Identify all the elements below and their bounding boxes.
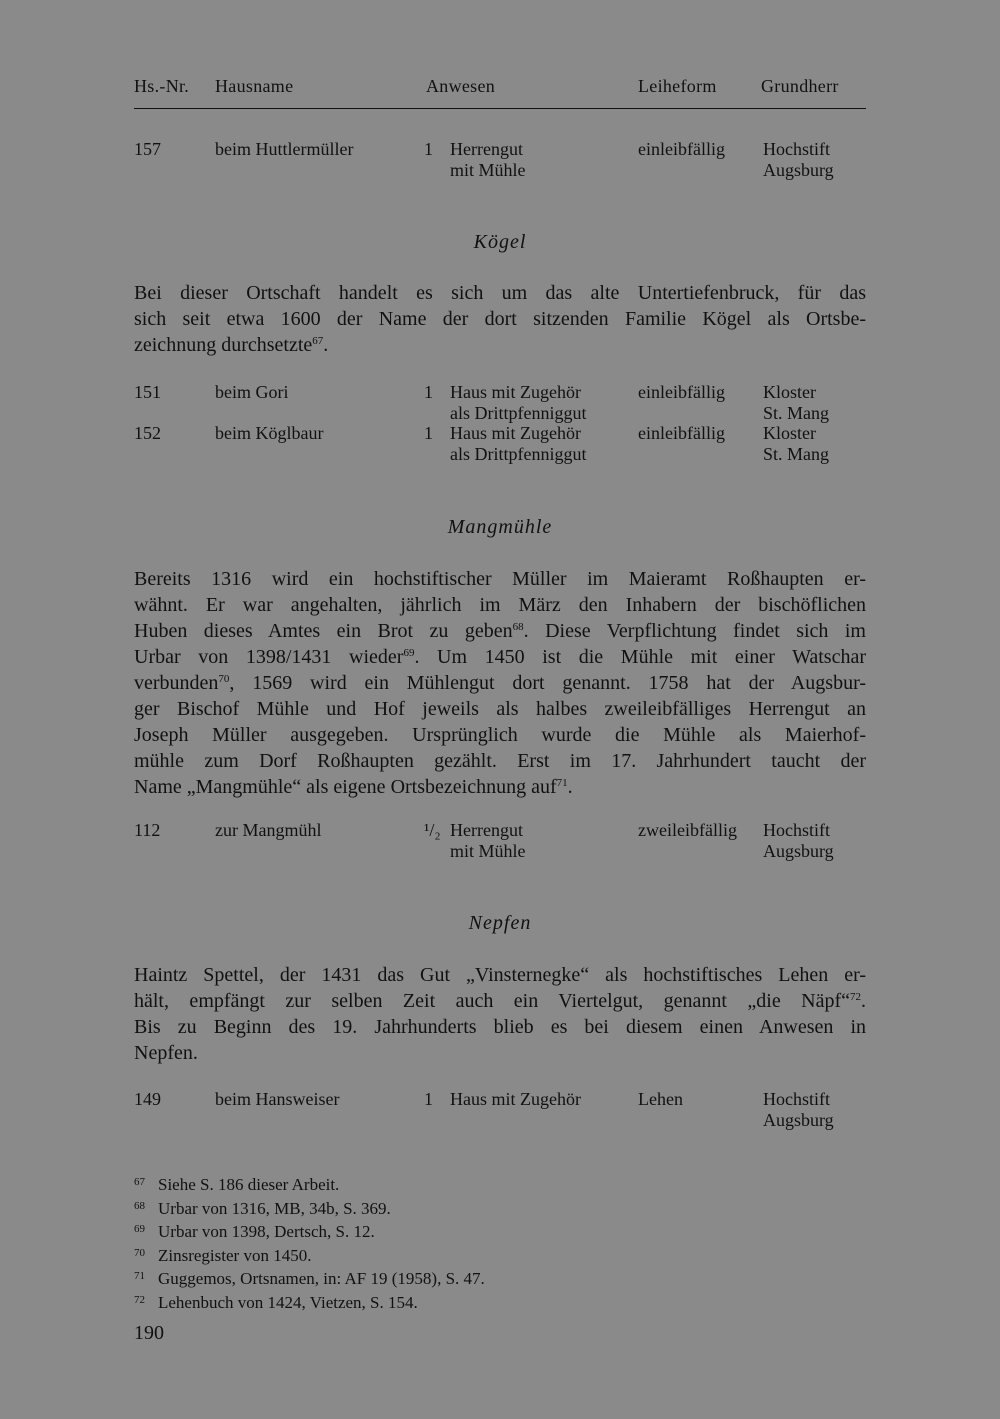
footnote-ref: 68: [512, 621, 524, 633]
entry-grundherr: [763, 423, 829, 465]
entry-qty: 1: [424, 1089, 433, 1109]
paragraph-text: .: [567, 776, 573, 798]
entry-qty: 1: [424, 382, 433, 402]
header-grundherr: Grundherr: [761, 76, 839, 96]
footnote-ref: 67: [312, 335, 324, 347]
entry-anwesen-line: als Drittpfenniggut: [450, 403, 587, 423]
footnote: [134, 1219, 866, 1243]
entry-anwesen: [450, 820, 526, 862]
entry-anwesen: [450, 423, 586, 465]
entry-grundherr: [763, 139, 834, 181]
header-rule: [134, 108, 866, 109]
entry-leiheform: einleibfällig: [638, 382, 725, 402]
entry-nr: 112: [134, 820, 161, 840]
entry-grundherr-line: Hochstift: [763, 820, 830, 840]
entry-grundherr: [763, 382, 829, 424]
entry-grundherr-line: Augsburg: [763, 841, 834, 861]
entry-hausname: zur Mangmühl: [215, 820, 322, 840]
paragraph-text: . Um 1450 ist die Mühle mit einer Watschar: [414, 646, 866, 668]
paragraph-line: Bei dieser Ortschaft handelt es sich um das alte Untertiefenbruck, für das: [134, 282, 866, 304]
footnote-number: 72: [134, 1293, 145, 1306]
header-leiheform: Leiheform: [638, 76, 717, 96]
paragraph-text: Huben dieses Amtes ein Brot zu geben: [134, 620, 513, 642]
entry-hausname: beim Gori: [215, 382, 289, 402]
paragraph-text: verbunden: [134, 672, 219, 694]
footnotes: [134, 1172, 866, 1313]
entry-qty: 1: [424, 423, 433, 443]
header-hausname: Hausname: [215, 76, 294, 96]
entry-grundherr-line: Hochstift: [763, 1089, 830, 1109]
table-header: [0, 76, 1000, 102]
section-title-nepfen: Nepfen: [468, 912, 532, 934]
footnote-text: Zinsregister von 1450.: [158, 1245, 312, 1265]
header-anwesen: Anwesen: [426, 76, 496, 96]
entry-anwesen-line: Haus mit Zugehör: [450, 423, 581, 443]
footnote-text: Guggemos, Ortsnamen, in: AF 19 (1958), S. 47.: [158, 1269, 485, 1288]
page-number: 190: [134, 1322, 164, 1344]
footnote-text: Urbar von 1316, MB, 34b, S. 369.: [158, 1198, 391, 1218]
footnote-number: 70: [134, 1246, 145, 1259]
entry-anwesen-line: Haus mit Zugehör: [450, 1089, 581, 1109]
footnote-ref: 70: [218, 673, 230, 685]
paragraph-text: zeichnung durchsetzte: [134, 334, 313, 356]
entry-grundherr-line: St. Mang: [763, 403, 830, 423]
entry-leiheform: einleibfällig: [638, 139, 725, 159]
footnote-number: 67: [134, 1176, 145, 1188]
paragraph-line: [134, 988, 866, 1014]
paragraph-line: Bis zu Beginn des 19. Jahrhunderts blieb es bei diesem einen Anwesen in: [134, 1016, 866, 1038]
section-title-mangmuehle: Mangmühle: [447, 516, 553, 538]
entry-anwesen: [450, 139, 526, 181]
footnote: [134, 1290, 866, 1314]
paragraph-line: [134, 670, 866, 696]
footnote-number: 71: [134, 1270, 145, 1282]
entry-anwesen-line: mit Mühle: [450, 841, 526, 861]
footnote-text: Urbar von 1398, Dertsch, S. 12.: [158, 1222, 375, 1241]
paragraph-line: [134, 332, 866, 358]
entry-leiheform: zweileibfällig: [638, 820, 737, 840]
paragraph-line: [134, 774, 866, 800]
paragraph-text: . Diese Verpflichtung findet sich im: [523, 620, 866, 642]
paragraph-koegel: [134, 280, 866, 358]
entry-nr: 149: [134, 1089, 161, 1109]
footnote: [134, 1243, 866, 1267]
footnote-ref: 69: [403, 647, 415, 659]
footnote-text: Siehe S. 186 dieser Arbeit.: [158, 1175, 340, 1194]
paragraph-line: [134, 618, 866, 644]
entry-grundherr-line: Hochstift: [763, 139, 830, 159]
paragraph-line: Haintz Spettel, der 1431 das Gut „Vinsternegke“ als hochstiftisches Lehen er-: [134, 964, 866, 986]
paragraph-line: wähnt. Er war angehalten, jährlich im März den Inhabern der bischöflichen: [134, 594, 866, 616]
entry-anwesen-line: Haus mit Zugehör: [450, 382, 581, 402]
paragraph-line: Nepfen.: [134, 1042, 198, 1064]
paragraph-line: Joseph Müller ausgegeben. Ursprünglich wurde die Mühle als Maierhof-: [134, 724, 866, 746]
paragraph-nepfen: [134, 962, 866, 1066]
footnote: [134, 1172, 866, 1196]
entry-grundherr-line: St. Mang: [763, 444, 830, 464]
paragraph-mangmuehle: [134, 566, 866, 800]
paragraph-line: Bereits 1316 wird ein hochstiftischer Müller im Maieramt Roßhaupten er-: [134, 568, 866, 590]
paragraph-line: ger Bischof Mühle und Hof jeweils als halbes zweileibfälliges Herrengut an: [134, 698, 866, 720]
paragraph-text: .: [323, 334, 329, 356]
paragraph-text: Urbar von 1398/1431 wieder: [134, 646, 404, 668]
entry-anwesen-line: Herrengut: [450, 139, 523, 159]
entry-hausname: beim Huttlermüller: [215, 139, 354, 159]
entry-grundherr: [763, 1089, 834, 1131]
footnote: [134, 1196, 866, 1220]
footnote-ref: 71: [556, 777, 568, 789]
section-title-koegel: Kögel: [473, 231, 527, 253]
footnote: [134, 1266, 866, 1290]
paragraph-line: mühle zum Dorf Roßhaupten gezählt. Erst im 17. Jahrhundert taucht der: [134, 750, 866, 772]
entry-anwesen: [450, 1089, 581, 1110]
footnote-number: 68: [134, 1199, 145, 1212]
entry-qty: ¹/₂: [424, 820, 441, 840]
entry-leiheform: Lehen: [638, 1089, 683, 1109]
paragraph-text: .: [861, 990, 866, 1012]
footnote-ref: 72: [850, 991, 861, 1003]
entry-nr: 151: [134, 382, 161, 402]
entry-grundherr: [763, 820, 834, 862]
paragraph-line: [134, 644, 866, 670]
entry-grundherr-line: Kloster: [763, 423, 816, 443]
entry-hausname: beim Hansweiser: [215, 1089, 340, 1109]
entry-nr: 152: [134, 423, 161, 443]
entry-anwesen-line: Herrengut: [450, 820, 523, 840]
entry-hausname: beim Köglbaur: [215, 423, 324, 443]
entry-grundherr-line: Augsburg: [763, 1110, 834, 1130]
paragraph-text: Name „Mangmühle“ als eigene Ortsbezeichnung auf: [134, 776, 557, 798]
entry-qty: 1: [424, 139, 433, 159]
entry-anwesen-line: als Drittpfenniggut: [450, 444, 587, 464]
entry-grundherr-line: Augsburg: [763, 160, 834, 180]
entry-nr: 157: [134, 139, 161, 159]
entry-anwesen: [450, 382, 586, 424]
paragraph-line: sich seit etwa 1600 der Name der dort sitzenden Familie Kögel als Ortsbe-: [134, 308, 866, 330]
paragraph-text: hält, empfängt zur selben Zeit auch ein Viertelgut, genannt „die Näpf“: [134, 990, 850, 1012]
entry-grundherr-line: Kloster: [763, 382, 816, 402]
paragraph-text: , 1569 wird ein Mühlengut dort genannt. 1758 hat der Augsbur-: [229, 672, 866, 694]
entry-anwesen-line: mit Mühle: [450, 160, 526, 180]
header-nr: Hs.-Nr.: [134, 76, 190, 96]
footnote-text: Lehenbuch von 1424, Vietzen, S. 154.: [158, 1292, 418, 1312]
entry-leiheform: einleibfällig: [638, 423, 725, 443]
footnote-number: 69: [134, 1223, 145, 1235]
